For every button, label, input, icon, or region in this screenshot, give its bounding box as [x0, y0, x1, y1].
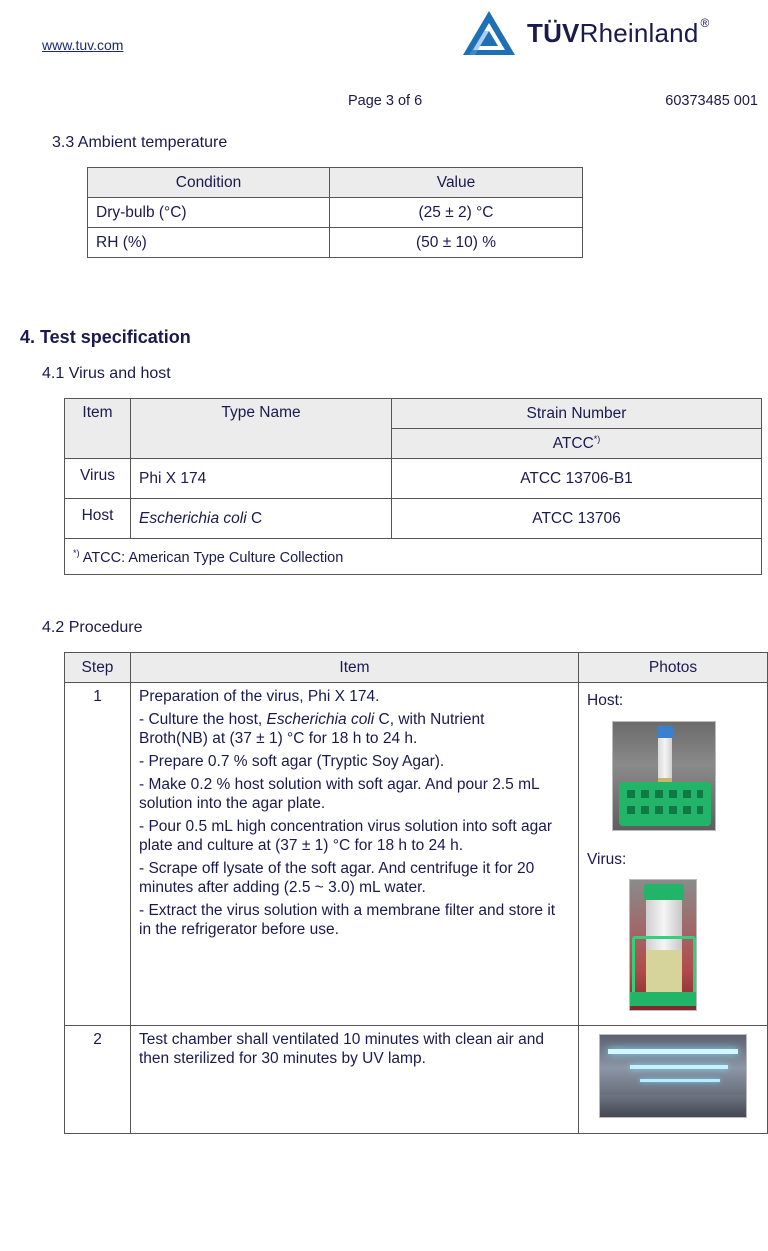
tuv-logo	[462, 8, 752, 58]
table-cell: Host	[65, 499, 131, 539]
table-header: Value	[330, 168, 583, 198]
table-row	[65, 459, 762, 499]
table-header: Condition	[88, 168, 330, 198]
table-row	[88, 198, 583, 228]
table-cell: RH (%)	[88, 228, 330, 258]
section-title-test-spec: 4. Test specification	[20, 327, 191, 347]
table-row	[88, 228, 583, 258]
table-cell: ATCC 13706	[392, 499, 762, 539]
table-cell: Dry-bulb (°C)	[88, 198, 330, 228]
step-number: 2	[65, 1026, 131, 1134]
photo-label-virus: Virus:	[587, 851, 627, 868]
document-number: 60373485 001	[665, 93, 758, 109]
ambient-temperature-table	[87, 167, 583, 258]
table-header: Type Name	[131, 399, 392, 459]
table-cell: Virus	[65, 459, 131, 499]
table-header: Step	[65, 653, 131, 683]
section-title-procedure: 4.2 Procedure	[42, 619, 143, 636]
tuv-triangle-icon	[462, 9, 517, 57]
step-description: Test chamber shall ventilated 10 minutes with clean air and then sterilized for 30 minutes by UV lamp.	[131, 1026, 579, 1134]
photos-cell	[579, 1026, 768, 1134]
table-row	[65, 683, 768, 1026]
table-row	[65, 499, 762, 539]
website-link[interactable]: www.tuv.com	[42, 37, 124, 53]
photos-cell	[579, 683, 768, 1026]
procedure-table	[64, 652, 768, 1134]
virus-photo	[629, 879, 697, 1011]
photo-label-host: Host:	[587, 692, 624, 709]
step-number: 1	[65, 683, 131, 1026]
table-footnote: *) ATCC: American Type Culture Collection	[65, 539, 762, 575]
table-cell: ATCC 13706-B1	[392, 459, 762, 499]
brand-name: TÜVRheinland ®	[527, 15, 710, 48]
table-cell: Phi X 174	[131, 459, 392, 499]
table-cell: Escherichia coli C	[131, 499, 392, 539]
table-cell: (50 ± 10) %	[330, 228, 583, 258]
page-number: Page 3 of 6	[348, 93, 423, 109]
table-header: Strain Number	[392, 399, 762, 429]
table-row	[65, 1026, 768, 1134]
uv-chamber-photo	[599, 1034, 747, 1118]
table-header: Photos	[579, 653, 768, 683]
table-header-atcc: ATCC*)	[392, 429, 762, 459]
table-header: Item	[131, 653, 579, 683]
table-header: Item	[65, 399, 131, 459]
host-photo	[612, 721, 716, 831]
section-title-ambient: 3.3 Ambient temperature	[52, 134, 228, 151]
step-description: Preparation of the virus, Phi X 174. - Culture the host, Escherichia coli C, with Nutrient Broth(NB) at (37 ± 1) °C for 18 h to 24 h. - Prepare 0.7 % soft agar (Tryptic Soy Agar). - Make 0.2 % host solution with soft agar. And pour 2.5 mL solution into the agar plate. - Pour 0.5 mL high concentration virus solution into soft agar plate and culture at (37 ± 1) °C for 18 h to 24 h. - Scrape off lysate of the soft agar. And centrifuge it for 20 minutes after adding (2.5 ~ 3.0) mL water. - Extract the virus solution with a membrane filter and store it in the refrigerator before use.	[131, 683, 579, 1026]
virus-host-table	[64, 398, 762, 575]
table-cell: (25 ± 2) °C	[330, 198, 583, 228]
section-title-virus-host: 4.1 Virus and host	[42, 365, 171, 382]
